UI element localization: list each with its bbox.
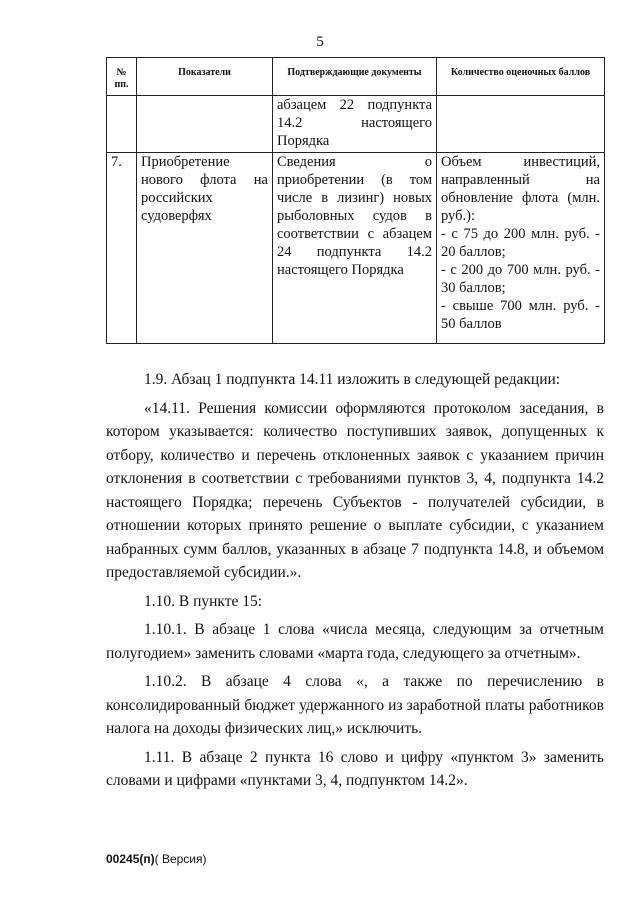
criteria-table xyxy=(106,57,605,344)
paragraph: 1.10. В пункте 15: xyxy=(144,592,263,610)
cell-indicator xyxy=(137,96,273,153)
points-line: Объем инвестиций, направленный на обновление флота (млн. руб.): xyxy=(441,154,600,224)
header-indicators: Показатели xyxy=(137,58,273,96)
cell-number: 7. xyxy=(107,153,137,344)
page-number: 5 xyxy=(316,34,324,50)
header-points: Количество оценочных баллов xyxy=(437,58,605,96)
header-number: № пп. xyxy=(107,58,137,96)
document-code: 00245(п) xyxy=(106,852,155,866)
table-header-row xyxy=(107,58,605,96)
paragraph: «14.11. Решения комиссии оформляются протоколом заседания, в котором указывается: количество поступивших заявок, допущенных к отбору, количество и перечень отклоненных заявок с указанием причин отклонения в соответствии с требованиями пунктов 3, 4, подпункта 14.2 настоящего Порядка; перечень Субъектов - получателей субсидии, в отношении которых принято решение о выплате субсидии, с указанием набранных сумм баллов, указанных в абзаце 7 подпункта 14.8, и объемом предоставляемой субсидии.». xyxy=(106,399,604,581)
document-version: ( Версия) xyxy=(154,852,207,866)
footer xyxy=(106,852,207,866)
paragraph: 1.10.2. В абзаце 4 слова «, а также по перечислению в консолидированный бюджет удержанного из заработной платы работников налога на доходы физических лиц,» исключить. xyxy=(106,673,604,737)
paragraph: 1.10.1. В абзаце 1 слова «числа месяца, следующим за отчетным полугодием» заменить словами «марта года, следующего за отчетным». xyxy=(106,621,604,662)
cell-indicator: Приобретение нового флота на российских судоверфях xyxy=(137,153,273,344)
paragraph: 1.11. В абзаце 2 пункта 16 слово и цифру «пунктом 3» заменить словами и цифрами «пунктами 3, 4, подпунктом 14.2». xyxy=(106,748,604,789)
document-body xyxy=(106,368,604,798)
table-row xyxy=(107,153,605,344)
points-line: - свыше 700 млн. руб. - 50 баллов xyxy=(441,298,600,332)
cell-number xyxy=(107,96,137,153)
points-line: - с 200 до 700 млн. руб. - 30 баллов; xyxy=(441,262,600,296)
cell-documents: Сведения о приобретении (в том числе в лизинг) новых рыболовных судов в соответствии с абзацем 24 подпункта 14.2 настоящего Порядка xyxy=(273,153,437,344)
table-row xyxy=(107,96,605,153)
cell-documents: абзацем 22 подпункта 14.2 настоящего Порядка xyxy=(273,96,437,153)
header-documents: Подтверждающие документы xyxy=(273,58,437,96)
paragraph: 1.9. Абзац 1 подпункта 14.11 изложить в следующей редакции: xyxy=(144,371,561,388)
points-line: - с 75 до 200 млн. руб. - 20 баллов; xyxy=(441,226,600,260)
cell-points xyxy=(437,96,605,153)
cell-points xyxy=(437,153,605,344)
